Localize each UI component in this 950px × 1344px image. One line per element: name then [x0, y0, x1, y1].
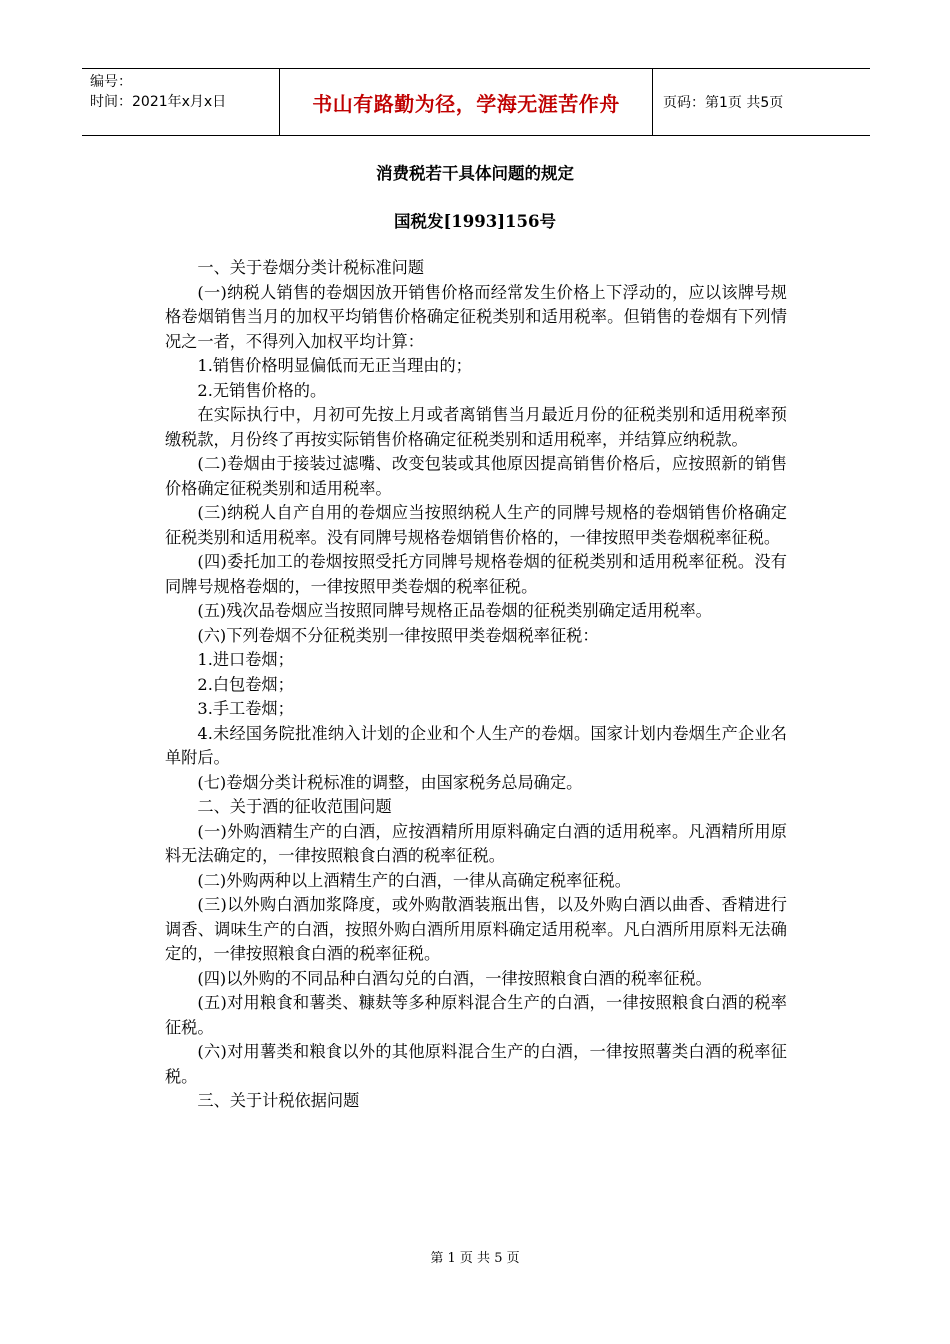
document-title: 消费税若干具体问题的规定	[376, 164, 574, 183]
number-label: 编号：	[90, 74, 132, 90]
header-meta	[82, 69, 280, 135]
paragraph: 三、关于计税依据问题	[197, 1091, 360, 1110]
paragraph: 1.销售价格明显偏低而无正当理由的；	[197, 356, 472, 375]
paragraph: 2.白包卷烟；	[197, 674, 294, 694]
time-label: 时间：2021年x月x日	[90, 94, 227, 110]
paragraph: 4.未经国务院批准纳入计划的企业和个人生产的卷烟。国家计划内卷烟生产企业名单附后。	[165, 723, 787, 767]
paragraph: (三)以外购白酒加浆降度，或外购散酒装瓶出售，以及外购白酒以曲香、香精进行调香、调味生产的白酒，按照外购白酒所用原料确定适用税率。凡白酒所用原料无法确定的，一律按照粮食白酒的税率征税。	[165, 895, 787, 963]
paragraph: (二)外购两种以上酒精生产的白酒，一律从高确定税率征税。	[197, 870, 631, 890]
paragraph: (五)对用粮食和薯类、糠麸等多种原料混合生产的白酒，一律按照粮食白酒的税率征税。	[165, 993, 787, 1037]
paragraph: (七)卷烟分类计税标准的调整，由国家税务总局确定。	[197, 772, 583, 792]
page-footer: 第 1 页 共 5 页	[430, 1251, 520, 1266]
paragraph: (五)残次品卷烟应当按照同牌号规格正品卷烟的征税类别确定适用税率。	[197, 601, 712, 620]
paragraph: 在实际执行中，月初可先按上月或者离销售当月最近月份的征税类别和适用税率预缴税款，月份终了再按实际销售价格确定征税类别和适用税率，并结算应纳税款。	[165, 405, 787, 449]
paragraph: (一)纳税人销售的卷烟因放开销售价格而经常发生价格上下浮动的，应以该牌号规格卷烟销售当月的加权平均销售价格确定征税类别和适用税率。但销售的卷烟有下列情况之一者，不得列入加权平均计算：	[165, 282, 787, 351]
header-motto: 书山有路勤为径，学海无涯苦作舟	[280, 69, 653, 135]
paragraph: 2.无销售价格的。	[197, 380, 327, 400]
paragraph: (二)卷烟由于接装过滤嘴、改变包装或其他原因提高销售价格后，应按照新的销售价格确定征税类别和适用税率。	[165, 454, 787, 498]
paragraph: (六)对用薯类和粮食以外的其他原料混合生产的白酒，一律按照薯类白酒的税率征税。	[165, 1042, 787, 1086]
paragraph: (三)纳税人自产自用的卷烟应当按照纳税人生产的同牌号规格的卷烟销售价格确定征税类别和适用税率。没有同牌号规格卷烟销售价格的，一律按照甲类卷烟税率征税。	[165, 503, 787, 547]
paragraph: (一)外购酒精生产的白酒，应按酒精所用原料确定白酒的适用税率。凡酒精所用原料无法确定的，一律按照粮食白酒的税率征税。	[165, 821, 787, 865]
page-header	[82, 68, 870, 136]
paragraph: 一、关于卷烟分类计税标准问题	[197, 258, 425, 277]
document-number: 国税发[1993]156号	[394, 212, 556, 231]
paragraph: 1.进口卷烟；	[197, 650, 294, 669]
header-page-info: 页码：第1页 共5页	[663, 95, 784, 111]
paragraph: (四)委托加工的卷烟按照受托方同牌号规格卷烟的征税类别和适用税率征税。没有同牌号规格卷烟的，一律按照甲类卷烟的税率征税。	[165, 552, 787, 596]
paragraph: 3.手工卷烟；	[197, 699, 294, 718]
paragraph: (六)下列卷烟不分征税类别一律按照甲类卷烟税率征税：	[197, 625, 599, 645]
document-body	[165, 256, 787, 1114]
paragraph: (四)以外购的不同品种白酒勾兑的白酒，一律按照粮食白酒的税率征税。	[197, 968, 712, 988]
paragraph: 二、关于酒的征收范围问题	[197, 797, 392, 816]
